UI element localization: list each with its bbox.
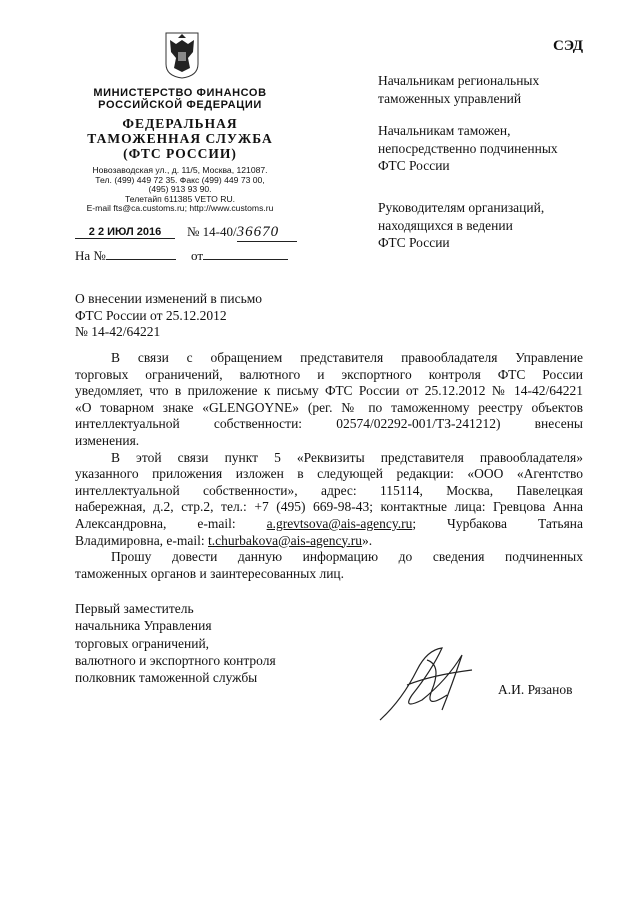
service-line: (ФТС РОССИИ) (123, 146, 237, 161)
body-line: набережная, д.2, стр.2, тел.: +7 (495) 669-98-43; контактные лица: Гревцова Анна (75, 499, 583, 515)
paragraph-1 (75, 350, 583, 450)
title-line: полковник таможенной службы (75, 670, 258, 686)
letter-number (187, 224, 297, 242)
subject-line: № 14-42/64221 (75, 324, 161, 339)
addressee-line: непосредственно подчиненных (378, 140, 558, 156)
text: ; Чурбакова Татьяна (412, 515, 583, 531)
addressee-3 (378, 199, 544, 252)
addressee-line: ФТС России (378, 235, 450, 250)
service-name (75, 116, 285, 161)
body-line: Прошу довести данную информацию до сведения подчиненных (111, 549, 583, 565)
letter-date: 2 2 ИЮЛ 2016 (75, 226, 175, 239)
service-address (75, 166, 285, 214)
address-line: (495) 913 93 90. (148, 184, 212, 194)
body-line: интеллектуальной собственности», адрес: 115114, Москва, Павелецкая (75, 482, 583, 498)
signatory-title (75, 600, 276, 686)
body-line: В связи с обращением представителя правообладателя Управление (111, 350, 583, 365)
ref-label: На № (75, 248, 106, 263)
subject-line: О внесении изменений в письмо (75, 291, 263, 306)
paragraph-2 (75, 450, 583, 550)
email-link-grevtsova[interactable]: a.grevtsova@ais-agency.ru (266, 515, 413, 531)
addressee-line: ФТС России (378, 158, 450, 173)
letter-body (75, 350, 583, 582)
text: Владимировна, e-mail: (75, 532, 209, 548)
signatory-name: А.И. Рязанов (498, 682, 573, 697)
body-line (75, 533, 583, 550)
number-label: № 14-40/ (187, 224, 237, 239)
addressee-2 (378, 122, 558, 175)
addressee-line: Руководителям организаций, (378, 200, 545, 215)
sed-stamp: СЭД (553, 38, 584, 54)
reference-number (75, 248, 176, 264)
reference-date (191, 248, 288, 264)
addressee-line: Начальникам таможен, (378, 123, 511, 138)
paragraph-3 (75, 549, 583, 582)
subject-line: ФТС России от 25.12.2012 (75, 307, 227, 323)
title-line: начальника Управления (75, 618, 212, 634)
email-link-churbakova[interactable]: t.churbakova@ais-agency.ru (208, 532, 363, 548)
addressee-line: Начальникам региональных (378, 73, 540, 88)
letter-subject (75, 291, 262, 341)
addressee-line: таможенных управлений (378, 90, 522, 106)
ministry-line: РОССИЙСКОЙ ФЕДЕРАЦИИ (98, 99, 262, 111)
ministry-name (75, 87, 285, 111)
addressee-line: находящихся в ведении (378, 217, 513, 233)
body-line: «О товарном знаке «GLENGOYNE» (рег. № по таможенному реестру объектов (75, 399, 583, 415)
from-label: от (191, 248, 204, 263)
body-line: таможенных органов и заинтересованных лиц. (75, 565, 345, 581)
address-line: Новозаводская ул., д. 11/5, Москва, 121087. (92, 165, 268, 175)
body-line: уведомляет, что в приложение к письму ФТС России от 25.12.2012 № 14-42/64221 (75, 383, 583, 399)
body-line: изменения. (75, 432, 140, 448)
body-line: В этой связи пункт 5 «Реквизиты представителя правообладателя» (111, 449, 583, 465)
body-line: интеллектуальной собственности: 02574/02292-001/ТЗ-241212) внесены (75, 416, 583, 432)
body-line: торговых ограничений, валютного и экспортного контроля ФТС России (75, 366, 583, 382)
service-line: ТАМОЖЕННАЯ СЛУЖБА (87, 131, 273, 146)
address-line: Телетайп 611385 VETO RU. (124, 193, 236, 204)
handwritten-number: 36670 (237, 224, 297, 242)
addressee-1 (378, 72, 539, 107)
body-line (75, 516, 583, 533)
address-line: E-mail fts@ca.customs.ru; http://www.customs.ru (86, 203, 274, 213)
text: ». (362, 532, 373, 548)
ministry-line: МИНИСТЕРСТВО ФИНАНСОВ (93, 87, 267, 99)
title-line: валютного и экспортного контроля (75, 652, 276, 668)
text: Александровна, e-mail: (75, 515, 236, 531)
address-line: Тел. (499) 449 72 35. Факс (499) 449 73 00, (95, 174, 265, 185)
body-line: указанного приложения изложен в следующей редакции: «ООО «Агентство (75, 466, 583, 482)
service-line: ФЕДЕРАЛЬНАЯ (122, 116, 238, 131)
coat-of-arms-emblem (162, 30, 202, 80)
title-line: Первый заместитель (75, 601, 194, 616)
handwritten-signature (372, 640, 482, 730)
title-line: торговых ограничений, (75, 635, 210, 651)
